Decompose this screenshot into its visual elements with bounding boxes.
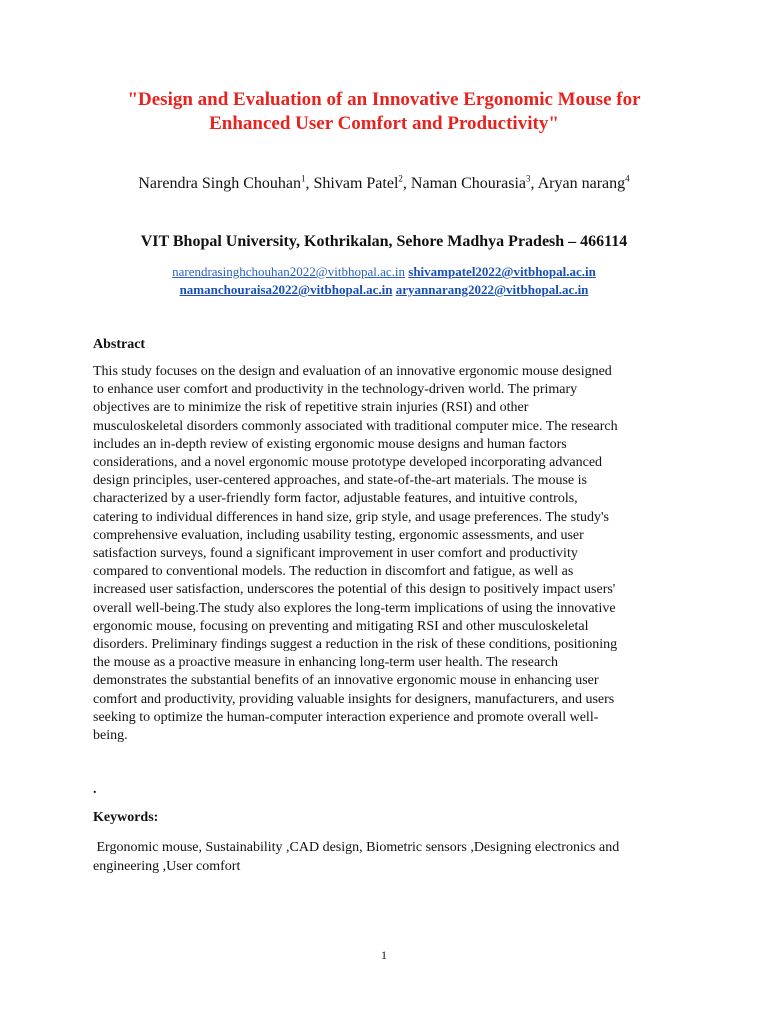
paper-title-line-1: "Design and Evaluation of an Innovative Ergonomic Mouse for bbox=[127, 89, 641, 110]
page-number: 1 bbox=[381, 948, 387, 962]
author-affiliation-mark: 1 bbox=[301, 173, 306, 184]
email-link[interactable]: namanchouraisa2022@vitbhopal.ac.in bbox=[179, 282, 393, 297]
abstract-line: comfort and productivity, providing valuable insights for designers, manufacturers, and users bbox=[93, 691, 615, 707]
abstract-line: demonstrates the substantial benefits of an innovative ergonomic mouse in enhancing user bbox=[93, 673, 599, 689]
author-name: Narendra Singh Chouhan bbox=[138, 175, 302, 192]
abstract-line: satisfaction surveys, found a significant improvement in user comfort and productivity bbox=[93, 546, 578, 562]
abstract-heading: Abstract bbox=[93, 337, 146, 352]
author-name: Aryan narang bbox=[537, 175, 626, 192]
author-affiliation-mark: 4 bbox=[625, 173, 630, 184]
paper-title-line-2: Enhanced User Comfort and Productivity" bbox=[209, 113, 559, 134]
keywords-heading: Keywords: bbox=[93, 810, 159, 825]
keywords-line-1: Ergonomic mouse, Sustainability ,CAD design, Biometric sensors ,Designing electronics and bbox=[93, 840, 620, 855]
abstract-line: includes an in-depth review of existing ergonomic mouse designs and human factors bbox=[93, 436, 567, 452]
author-list: Narendra Singh Chouhan$^1$, Shivam Patel$^2$, Naman Chourasia$^3$, Aryan narang$^4$ bbox=[138, 173, 630, 192]
keywords-body bbox=[93, 838, 693, 876]
email-link[interactable]: narendrasinghchouhan2022@vitbhopal.ac.in bbox=[172, 264, 406, 279]
abstract-line: considerations, and a novel ergonomic mouse prototype developed incorporating advanced bbox=[93, 455, 603, 471]
author-name: Shivam Patel bbox=[313, 175, 399, 192]
abstract-line: being. bbox=[93, 728, 128, 744]
email-link[interactable]: shivampatel2022@vitbhopal.ac.in bbox=[408, 264, 596, 279]
abstract-line: the mouse as a proactive measure in enhancing long-term user health. The research bbox=[93, 655, 559, 671]
abstract-line: overall well-being.The study also explores the long-term implications of using the innovative bbox=[93, 600, 616, 616]
abstract-line: ergonomic mouse, focusing on preventing and mitigating RSI and other musculoskeletal bbox=[93, 618, 589, 634]
abstract-line: characterized by a user-friendly form factor, adjustable features, and intuitive controls, bbox=[93, 491, 578, 507]
author-emails bbox=[0, 263, 768, 299]
abstract-line: catering to individual differences in hand size, grip style, and usage preferences. The study's bbox=[93, 509, 609, 525]
abstract-body bbox=[93, 363, 683, 745]
abstract-line: to enhance user comfort and productivity in the technology-driven world. The primary bbox=[93, 382, 578, 398]
affiliation: VIT Bhopal University, Kothrikalan, Sehore Madhya Pradesh – 466114 bbox=[140, 233, 628, 250]
abstract-line: seeking to optimize the human-computer interaction experience and promote overall well- bbox=[93, 709, 599, 725]
abstract-line: design principles, user-centered approaches, and state-of-the-art materials. The mouse is bbox=[93, 473, 587, 489]
author-affiliation-mark: 3 bbox=[525, 173, 531, 184]
abstract-line: increased user satisfaction, underscores the potential of this design to positively impact users' bbox=[93, 582, 616, 598]
keywords-line-2: engineering ,User comfort bbox=[93, 859, 241, 874]
author-affiliation-mark: 2 bbox=[398, 173, 403, 184]
abstract-line: compared to conventional models. The reduction in discomfort and fatigue, as well as bbox=[93, 564, 574, 580]
abstract-line: disorders. Preliminary findings suggest a reduction in the risk of these conditions, positioning bbox=[93, 637, 618, 653]
email-link[interactable]: aryannarang2022@vitbhopal.ac.in bbox=[395, 282, 589, 297]
separator-dot: . bbox=[93, 782, 97, 797]
author-name: Naman Chourasia bbox=[410, 175, 526, 192]
abstract-line: comprehensive evaluation, including usability testing, ergonomic assessments, and user bbox=[93, 527, 584, 543]
paper-title bbox=[60, 88, 708, 136]
abstract-line: objectives are to minimize the risk of repetitive strain injuries (RSI) and other bbox=[93, 400, 529, 416]
abstract-line: This study focuses on the design and evaluation of an innovative ergonomic mouse designed bbox=[93, 364, 612, 379]
abstract-line: musculoskeletal disorders commonly associated with traditional computer mice. The research bbox=[93, 418, 618, 434]
